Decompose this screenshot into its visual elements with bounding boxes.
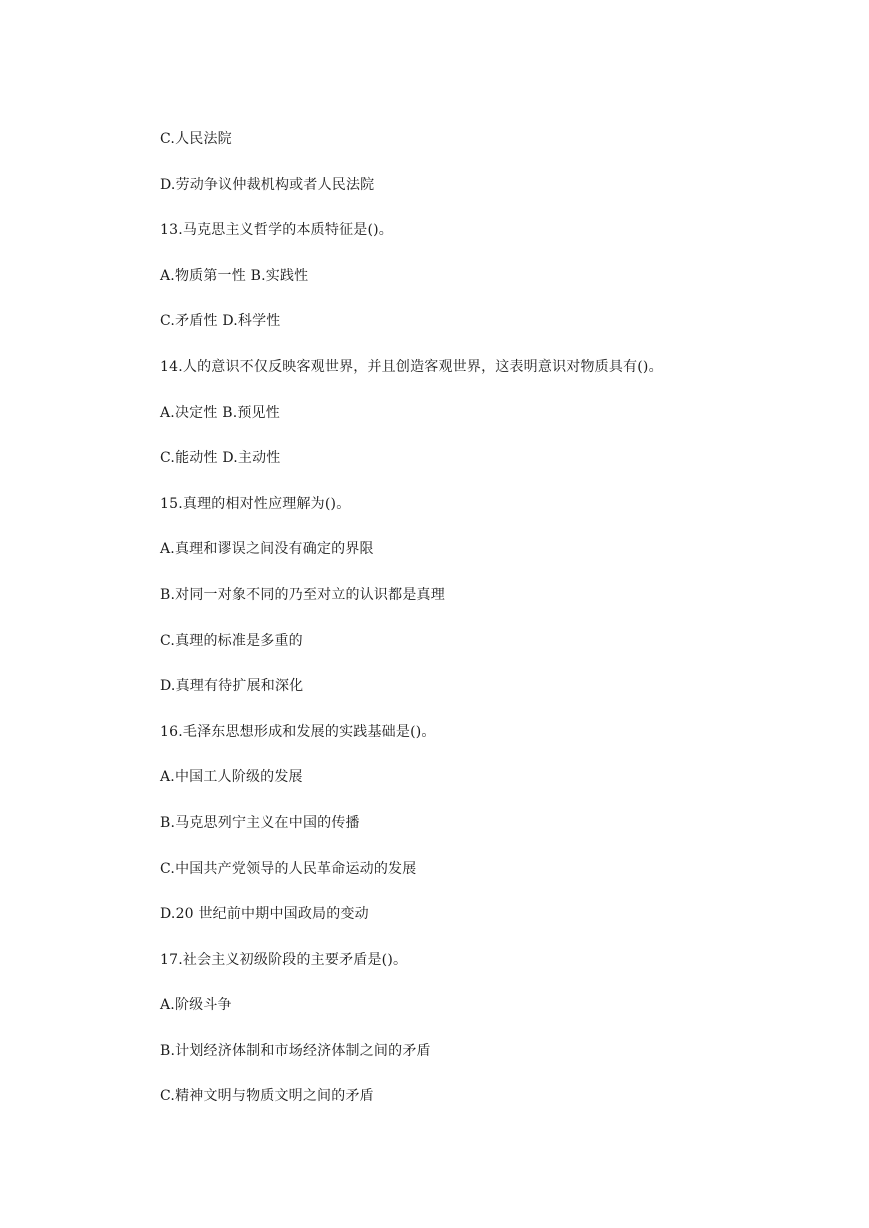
option-17-c: C.精神文明与物质文明之间的矛盾: [160, 1088, 374, 1105]
option-15-c: C.真理的标准是多重的: [160, 632, 303, 649]
options-14-ab: A.决定性 B.预见性: [160, 404, 280, 421]
options-14-cd: C.能动性 D.主动性: [160, 450, 281, 467]
question-17: 17.社会主义初级阶段的主要矛盾是()。: [160, 951, 408, 968]
options-13-ab: A.物质第一性 B.实践性: [160, 267, 309, 284]
option-17-b: B.计划经济体制和市场经济体制之间的矛盾: [160, 1042, 431, 1059]
option-15-d: D.真理有待扩展和深化: [160, 678, 304, 695]
option-12-c: C.人民法院: [160, 131, 232, 147]
option-16-c: C.中国共产党领导的人民革命运动的发展: [160, 860, 417, 877]
options-13-cd: C.矛盾性 D.科学性: [160, 313, 281, 330]
option-15-a: A.真理和谬误之间没有确定的界限: [160, 541, 374, 558]
option-16-d: D.20 世纪前中期中国政局的变动: [160, 906, 369, 923]
question-14: 14.人的意识不仅反映客观世界，并且创造客观世界，这表明意识对物质具有()。: [160, 358, 663, 375]
question-13: 13.马克思主义哲学的本质特征是()。: [160, 222, 393, 239]
document-body: [160, 128, 720, 1131]
option-17-a: A.阶级斗争: [160, 997, 232, 1014]
question-15: 15.真理的相对性应理解为()。: [160, 495, 351, 512]
option-12-d: D.劳动争议仲裁机构或者人民法院: [160, 176, 375, 193]
option-15-b: B.对同一对象不同的乃至对立的认识都是真理: [160, 586, 445, 603]
option-16-b: B.马克思列宁主义在中国的传播: [160, 814, 360, 831]
option-16-a: A.中国工人阶级的发展: [160, 769, 303, 786]
question-16: 16.毛泽东思想形成和发展的实践基础是()。: [160, 723, 436, 740]
